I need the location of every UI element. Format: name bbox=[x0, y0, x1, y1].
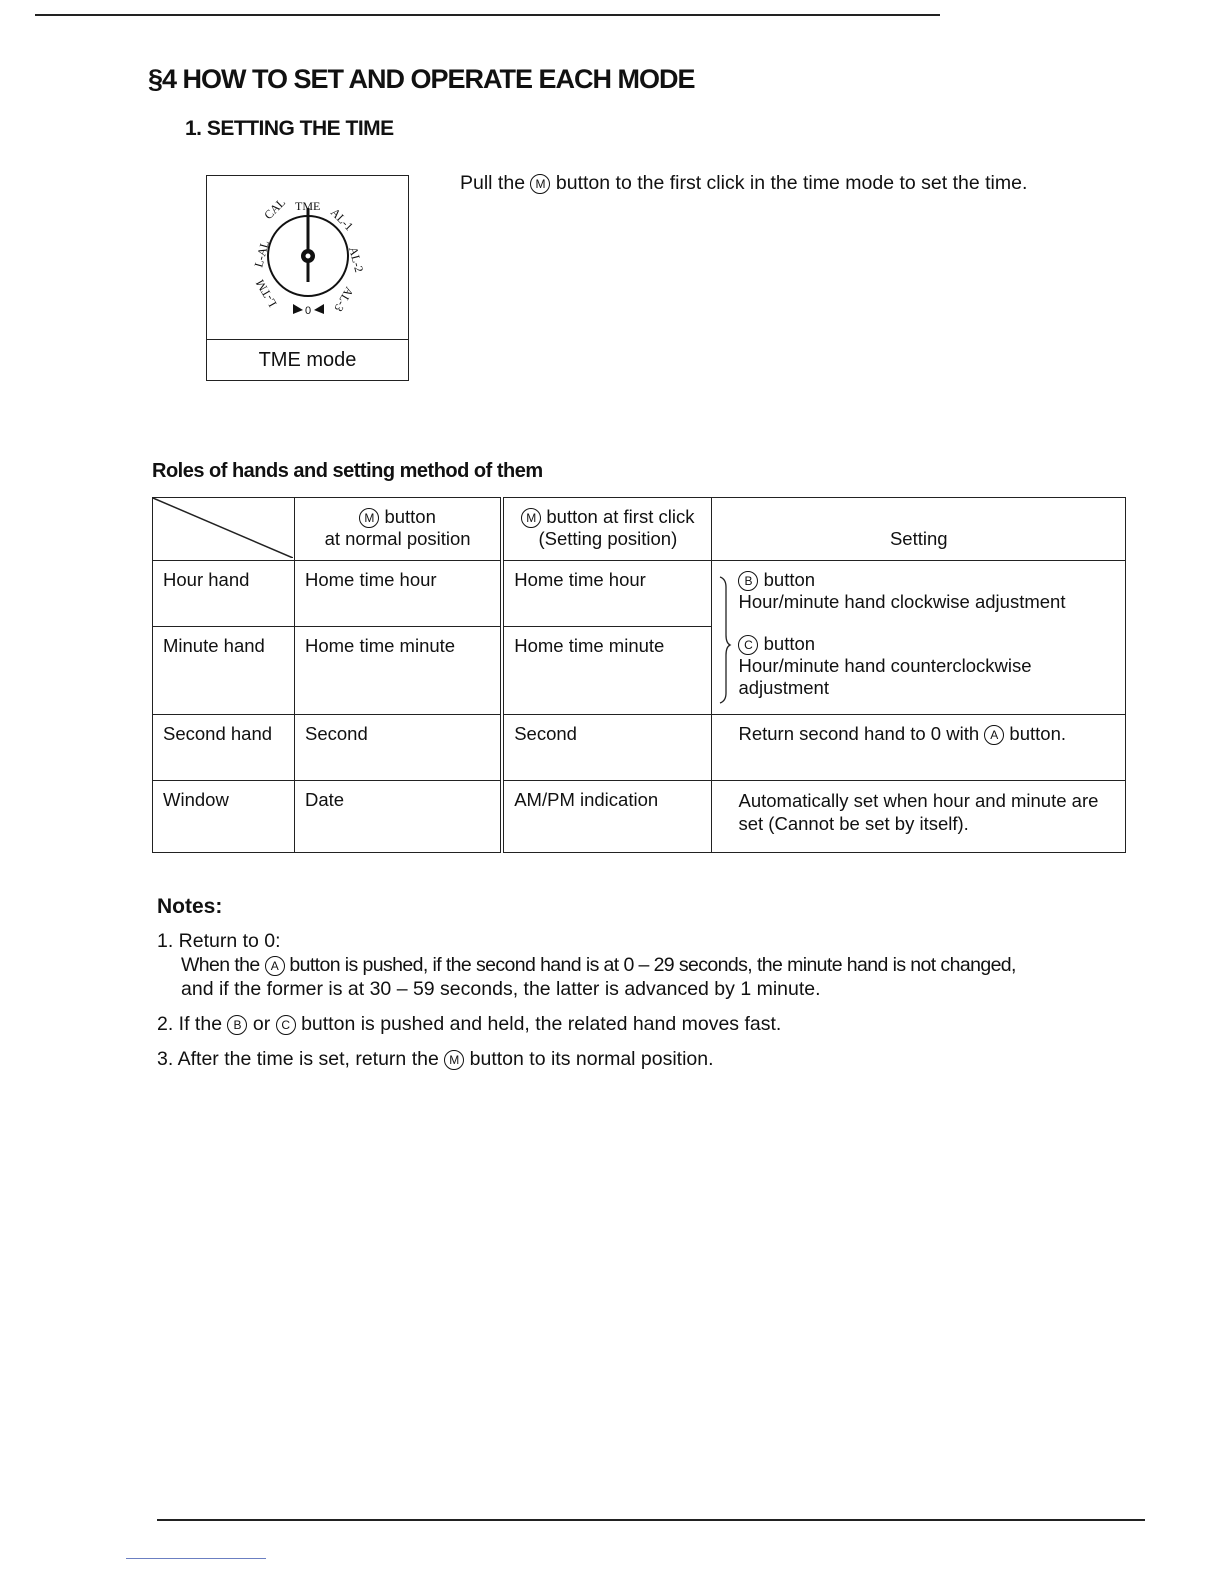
intro-text bbox=[460, 172, 1027, 195]
normal-cell: Date bbox=[294, 781, 502, 853]
note-1-after: button is pushed, if the second hand is at 0 – 29 seconds, the minute hand is not changed, bbox=[289, 954, 1016, 976]
table-title: Roles of hands and setting method of them bbox=[152, 460, 543, 482]
note-3-prefix: 3. After the time is set, return the bbox=[157, 1048, 439, 1070]
setting-hour-minute-cell bbox=[712, 561, 1126, 715]
b-button-icon: B bbox=[227, 1015, 247, 1035]
table-row bbox=[153, 715, 1126, 781]
c-button-icon: C bbox=[276, 1015, 296, 1035]
notes-title: Notes: bbox=[157, 895, 223, 918]
b-label: button bbox=[763, 569, 816, 590]
dial-label-tme: TME bbox=[295, 199, 321, 213]
note-1-line2: and if the former is at 30 – 59 seconds, the latter is advanced by 1 minute. bbox=[181, 978, 821, 1000]
header-normal-line1: button bbox=[384, 506, 436, 527]
table-row bbox=[153, 781, 1126, 853]
dial-label-al3: AL-3 bbox=[331, 284, 357, 315]
first-click-cell: AM/PM indication bbox=[502, 781, 712, 853]
c-label: button bbox=[763, 633, 816, 655]
bracket-icon bbox=[718, 575, 732, 705]
b-desc: Hour/minute hand clockwise adjustment bbox=[738, 591, 1066, 613]
m-button-icon: M bbox=[444, 1050, 464, 1070]
figure-caption: TME mode bbox=[207, 339, 408, 380]
hand-cell: Minute hand bbox=[153, 627, 295, 715]
dial-label-lal: L-AL bbox=[251, 238, 272, 269]
c-desc: Hour/minute hand counterclockwise adjustment bbox=[738, 655, 1032, 699]
dial-label-cal: CAL bbox=[261, 195, 289, 223]
note-1-before: When the bbox=[181, 954, 260, 976]
note-1 bbox=[157, 929, 1157, 1001]
mode-dial-illustration bbox=[207, 176, 408, 339]
dial-label-ltm: L-TM bbox=[252, 277, 280, 310]
dial-label-al2: AL-2 bbox=[346, 245, 367, 274]
header-first-click-line1: button at first click bbox=[546, 506, 695, 527]
a-button-icon: A bbox=[984, 725, 1004, 745]
note-3-suffix: button to its normal position. bbox=[469, 1048, 714, 1070]
note-2-suffix: button is pushed and held, the related hand moves fast. bbox=[301, 1013, 782, 1035]
dial-label-al1: AL-1 bbox=[327, 205, 357, 234]
svg-text:0: 0 bbox=[305, 305, 312, 317]
b-button-icon: B bbox=[738, 571, 758, 591]
top-rule bbox=[35, 14, 940, 16]
first-click-cell: Second bbox=[502, 715, 712, 781]
setting-second-cell bbox=[712, 715, 1126, 781]
header-setting: Setting bbox=[712, 498, 1126, 561]
header-normal-line2: at normal position bbox=[324, 528, 471, 550]
bottom-link-underline bbox=[126, 1558, 266, 1559]
mode-dial-icon bbox=[207, 176, 408, 339]
note-1-title: 1. Return to 0: bbox=[157, 930, 281, 952]
normal-cell: Home time hour bbox=[294, 561, 502, 627]
second-setting-before: Return second hand to 0 with bbox=[738, 723, 980, 744]
note-2 bbox=[157, 1012, 781, 1036]
header-corner-cell bbox=[153, 498, 295, 561]
diagonal-line bbox=[153, 498, 293, 558]
subsection-title: 1. SETTING THE TIME bbox=[185, 117, 394, 140]
normal-cell: Second bbox=[294, 715, 502, 781]
hand-cell: Second hand bbox=[153, 715, 295, 781]
first-click-cell: Home time hour bbox=[502, 561, 712, 627]
section-title: §4 HOW TO SET AND OPERATE EACH MODE bbox=[148, 64, 695, 94]
c-button-icon: C bbox=[738, 635, 758, 655]
table-header-row bbox=[153, 498, 1126, 561]
intro-after: button to the first click in the time mode to set the time. bbox=[555, 172, 1028, 194]
normal-cell: Home time minute bbox=[294, 627, 502, 715]
header-first-click-line2: (Setting position) bbox=[538, 528, 678, 550]
bottom-rule bbox=[157, 1519, 1145, 1521]
header-first-click bbox=[502, 498, 712, 561]
m-button-icon: M bbox=[521, 508, 541, 528]
setting-window-cell: Automatically set when hour and minute are set (Cannot be set by itself). bbox=[712, 781, 1126, 853]
note-3 bbox=[157, 1047, 714, 1071]
hand-cell: Hour hand bbox=[153, 561, 295, 627]
first-click-cell: Home time minute bbox=[502, 627, 712, 715]
roles-table bbox=[152, 497, 1126, 853]
note-2-prefix: 2. If the bbox=[157, 1013, 223, 1035]
m-button-icon: M bbox=[359, 508, 379, 528]
m-button-icon: M bbox=[530, 174, 550, 194]
a-button-icon: A bbox=[265, 956, 285, 976]
hand-cell: Window bbox=[153, 781, 295, 853]
second-setting-after: button. bbox=[1009, 723, 1066, 744]
table-row bbox=[153, 561, 1126, 627]
mode-figure bbox=[206, 175, 409, 381]
header-normal-position bbox=[294, 498, 502, 561]
intro-before: Pull the bbox=[460, 172, 526, 194]
note-2-or: or bbox=[252, 1013, 271, 1035]
